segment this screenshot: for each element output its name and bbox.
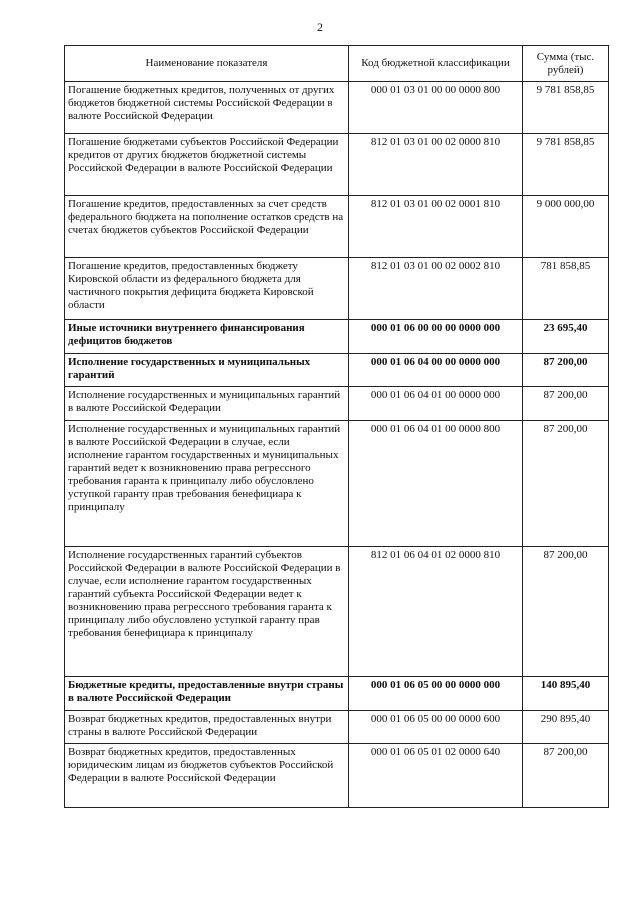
table-row	[65, 387, 609, 421]
row-name: Погашение кредитов, предоставленных бюджету Кировской области из федерального бюджета для частичного покрытия дефицита бюджета Кировской области	[65, 258, 349, 320]
row-name: Бюджетные кредиты, предоставленные внутри страны в валюте Российской Федерации	[65, 677, 349, 711]
row-name: Погашение кредитов, предоставленных за счет средств федерального бюджета на пополнение остатков средств на счетах бюджетов субъектов Российской Федерации	[65, 196, 349, 258]
row-name: Исполнение государственных и муниципальных гарантий в валюте Российской Федерации в случае, если исполнение гарантом государственных и муниципальных гарантий ведет к возникновению права регрессного требования гаранта к принципалу либо обусловлено уступкой гаранту прав требования бенефициара к принципалу	[65, 421, 349, 547]
row-sum: 9 781 858,85	[523, 82, 609, 134]
row-code: 812 01 03 01 00 02 0001 810	[349, 196, 523, 258]
row-code: 812 01 03 01 00 02 0000 810	[349, 134, 523, 196]
header-name: Наименование показателя	[65, 46, 349, 82]
row-name: Погашение бюджетных кредитов, полученных от других бюджетов бюджетной системы Российской Федерации в валюте Российской Федерации	[65, 82, 349, 134]
row-code: 000 01 06 00 00 00 0000 000	[349, 320, 523, 354]
row-sum: 140 895,40	[523, 677, 609, 711]
row-name: Возврат бюджетных кредитов, предоставленных юридическим лицам из бюджетов субъектов Российской Федерации в валюте Российской Федерации	[65, 744, 349, 808]
row-sum: 87 200,00	[523, 744, 609, 808]
row-code: 000 01 06 05 01 02 0000 640	[349, 744, 523, 808]
table-row	[65, 320, 609, 354]
row-sum: 87 200,00	[523, 421, 609, 547]
table-row	[65, 196, 609, 258]
row-sum: 290 895,40	[523, 711, 609, 744]
table-row	[65, 82, 609, 134]
row-code: 000 01 03 01 00 00 0000 800	[349, 82, 523, 134]
table-row	[65, 677, 609, 711]
row-code: 000 01 06 04 01 00 0000 800	[349, 421, 523, 547]
table-row	[65, 711, 609, 744]
row-name: Исполнение государственных и муниципальных гарантий	[65, 354, 349, 387]
row-name: Исполнение государственных и муниципальных гарантий в валюте Российской Федерации	[65, 387, 349, 421]
table-row	[65, 134, 609, 196]
table-row	[65, 421, 609, 547]
row-sum: 9 781 858,85	[523, 134, 609, 196]
row-code: 000 01 06 05 00 00 0000 000	[349, 677, 523, 711]
row-name: Исполнение государственных гарантий субъектов Российской Федерации в валюте Российской Федерации в случае, если исполнение гарантом государственных гарантий субъекта Российской Федерации ведет к возникновению права регрессного требования гаранта к принципалу либо обусловлено уступкой гаранту прав требования бенефициара к принципалу	[65, 547, 349, 677]
budget-sources-table	[64, 45, 609, 808]
row-sum: 87 200,00	[523, 354, 609, 387]
row-name: Иные источники внутреннего финансирования дефицитов бюджетов	[65, 320, 349, 354]
row-code: 812 01 03 01 00 02 0002 810	[349, 258, 523, 320]
row-code: 000 01 06 04 01 00 0000 000	[349, 387, 523, 421]
row-code: 812 01 06 04 01 02 0000 810	[349, 547, 523, 677]
table-row	[65, 744, 609, 808]
row-sum: 9 000 000,00	[523, 196, 609, 258]
table-row	[65, 354, 609, 387]
row-name: Возврат бюджетных кредитов, предоставленных внутри страны в валюте Российской Федерации	[65, 711, 349, 744]
row-code: 000 01 06 05 00 00 0000 600	[349, 711, 523, 744]
header-sum: Сумма (тыс. рублей)	[523, 46, 609, 82]
row-sum: 781 858,85	[523, 258, 609, 320]
row-sum: 23 695,40	[523, 320, 609, 354]
row-sum: 87 200,00	[523, 547, 609, 677]
row-name: Погашение бюджетами субъектов Российской Федерации кредитов от других бюджетов бюджетной системы Российской Федерации в валюте Российской Федерации	[65, 134, 349, 196]
row-sum: 87 200,00	[523, 387, 609, 421]
page-number: 2	[317, 20, 323, 34]
table-row	[65, 258, 609, 320]
table-header-row	[65, 46, 609, 82]
header-code: Код бюджетной классификации	[349, 46, 523, 82]
row-code: 000 01 06 04 00 00 0000 000	[349, 354, 523, 387]
table-row	[65, 547, 609, 677]
